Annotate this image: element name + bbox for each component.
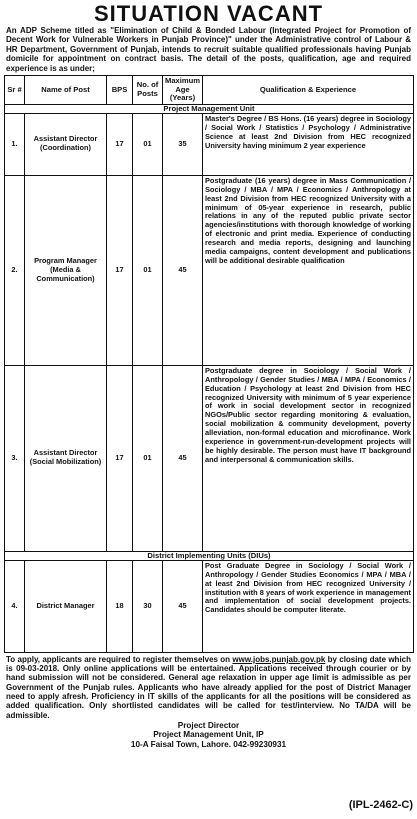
header-sr: Sr # [5,76,25,105]
cell-qualification: Postgraduate (16 years) degree in Mass Communication / Sociology / MBA / MPA / Economics / Anthropology at least 2nd Division from HEC recognized University with a minimum of 05-year experience in research, public relations in any of the reputed public private sector agencies/institutions with thorough knowledge of working of electronic and print media. Experience of conducting research and media reports, designing and launching media campaigns, content development and publications will be additional desirable qualification [203,175,414,365]
cell-posts: 01 [133,113,163,175]
cell-posts: 01 [133,175,163,365]
cell-age: 45 [163,175,203,365]
header-bps: BPS [107,76,133,105]
header-qualification: Qualification & Experience [203,76,414,105]
section-row [5,104,414,113]
cell-qualification: Postgraduate degree in Sociology / Social Work / Anthropology / Gender Studies / MBA / MPA / Economics / Education / Psychology at least 2nd Division from HEC recognized University with minimum of 5 year experience of work in social development sector in recognized NGOs/Public sector regarding monitoring & evaluation, social mobilization & community development, poverty alleviation, non-formal education and microfinance. Work experience in government-run-development projects will be highly desirable. The person must have IT background and interpersonal & communication skills. [203,365,414,551]
cell-age: 45 [163,365,203,551]
jobs-portal-link[interactable]: www.jobs.punjab.gov.pk [232,654,326,664]
instructions-lead: To apply, applicants are required to register themselves on [6,654,233,664]
intro-paragraph: An ADP Scheme titled as "Elimination of Child & Bonded Labour (Integrated Project for Promotion of Decent Work for Vulnerable Workers in Punjab Province)" under the Administrative control of Labour & HR Department, Government of Punjab, intends to recruit suitable qualified professionals having Punjab domicile for appointment on contract basis. The detail of the posts, qualification, age and required experience is as under; [6,26,411,73]
signature-address: 10-A Faisal Town, Lahore. 042-99230931 [130,739,287,749]
cell-sr: 3. [5,365,25,551]
signature-title: Project Director [177,720,240,730]
page-title: SITUATION VACANT [93,1,324,26]
cell-post: Assistant Director (Social Mobilization) [25,365,107,551]
header-post: Name of Post [25,76,107,105]
cell-sr: 1. [5,113,25,175]
cell-qualification: Post Graduate Degree in Sociology / Social Work / Anthropology / Gender Studies Economics / MPA / MBA / at least 2nd Division from HEC recognized University / institution with 8 years of work experience in management and implementation of social development projects. Candidates should be computer literate. [203,560,414,652]
table-row [5,113,414,175]
cell-qualification: Master's Degree / BS Hons. (16 years) degree in Sociology / Social Work / Statistics / Psychology / Administrative Science at least 2nd Division from HEC recognized University having minimum 2 year experience [203,113,414,175]
cell-sr: 2. [5,175,25,365]
cell-post: Program Manager (Media & Communication) [25,175,107,365]
signature-unit: Project Management Unit, IP [153,730,264,740]
cell-bps: 18 [107,560,133,652]
signature-block [4,721,413,749]
cell-age: 35 [163,113,203,175]
section-row [5,551,414,560]
cell-age: 45 [163,560,203,652]
cell-bps: 17 [107,113,133,175]
table-header-row [5,76,414,105]
instructions-body: by closing date which is 09-03-2018. Only online applications will be entertained. Applications received through courier or by hand submission will not be considered. General age relaxation in upper age limit is admissible as per Government of the Punjab rules. Applicants who have already applied for the post of District Manager need to apply afresh. Proficiency in IT skills of the applicants for all the positions will be considered as added qualification. Only shortlisted candidates will be called for test/interview. No TA/DA will be admissible. [6,654,411,720]
cell-posts: 01 [133,365,163,551]
table-row [5,175,414,365]
cell-bps: 17 [107,365,133,551]
section-label: Project Management Unit [5,104,414,113]
vacancy-table [4,75,414,653]
cell-post: Assistant Director (Coordination) [25,113,107,175]
header-age: Maximum Age (Years) [163,76,203,105]
cell-bps: 17 [107,175,133,365]
application-instructions [6,655,411,720]
cell-posts: 30 [133,560,163,652]
table-row [5,365,414,551]
cell-sr: 4. [5,560,25,652]
cell-post: District Manager [25,560,107,652]
reference-code: (IPL-2462-C) [348,799,413,811]
header-posts: No. of Posts [133,76,163,105]
section-label: District Implementing Units (DIUs) [5,551,414,560]
table-row [5,560,414,652]
